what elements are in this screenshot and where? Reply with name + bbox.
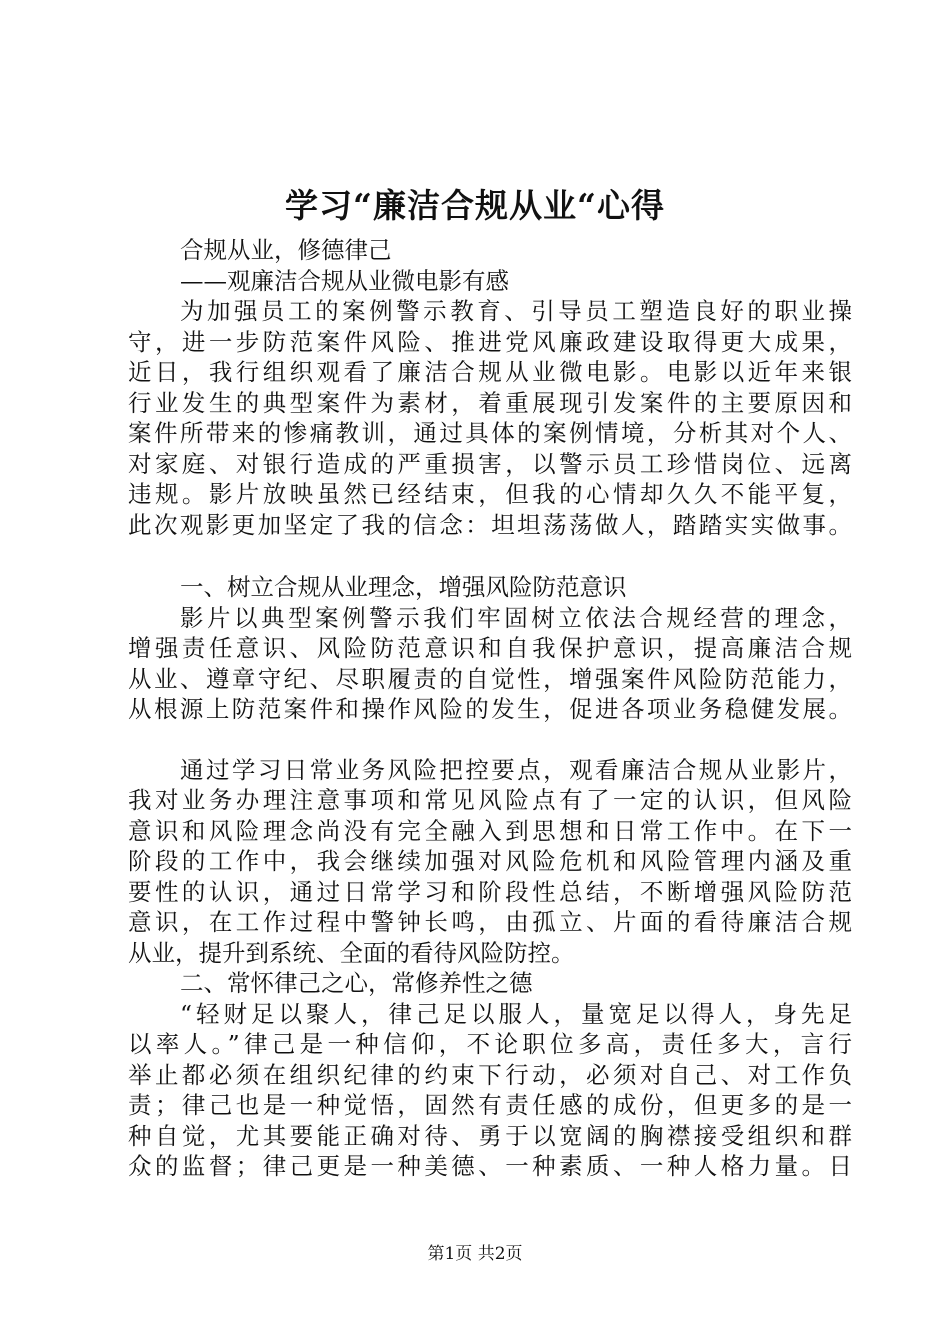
text-line: 阶段的工作中，我会继续加强对风险危机和风险管理内涵及重 bbox=[128, 847, 852, 875]
text-line: 为加强员工的案例警示教育、引导员工塑造良好的职业操 bbox=[180, 297, 852, 325]
text-line: 案件所带来的惨痛教训，通过具体的案例情境，分析其对个人、 bbox=[128, 419, 852, 447]
text-line: 种自觉，尤其要能正确对待、勇于以宽阔的胸襟接受组织和群 bbox=[128, 1121, 852, 1150]
text-line: 二、常怀律己之心，常修养性之德 bbox=[180, 969, 533, 997]
page-footer: 第1页 共2页 bbox=[427, 1244, 523, 1264]
text-line: “轻财足以聚人，律己足以服人，量宽足以得人，身先足 bbox=[180, 999, 852, 1028]
text-line: 守，进一步防范案件风险、推进党风廉政建设取得更大成果， bbox=[128, 327, 852, 356]
text-line: 一、树立合规从业理念，增强风险防范意识 bbox=[180, 573, 627, 601]
text-line: 合规从业，修德律己 bbox=[180, 236, 392, 264]
text-line: 意识和风险理念尚没有完全融入到思想和日常工作中。在下一 bbox=[128, 816, 852, 845]
text-line: 从根源上防范案件和操作风险的发生，促进各项业务稳健发展。 bbox=[128, 695, 852, 723]
text-line: 通过学习日常业务风险把控要点，观看廉洁合规从业影片， bbox=[180, 755, 852, 784]
text-line: ——观廉洁合规从业微电影有感 bbox=[180, 266, 509, 295]
paragraph-gap bbox=[128, 540, 852, 572]
paragraph-gap bbox=[128, 725, 852, 755]
text-line: 意识，在工作过程中警钟长鸣，由孤立、片面的看待廉洁合规 bbox=[128, 908, 852, 936]
text-line: 近日，我行组织观看了廉洁合规从业微电影。电影以近年来银 bbox=[128, 358, 852, 386]
text-line: 此次观影更加坚定了我的信念：坦坦荡荡做人，踏踏实实做事。 bbox=[128, 510, 852, 539]
text-line: 行业发生的典型案件为素材，着重展现引发案件的主要原因和 bbox=[128, 388, 852, 417]
document-title: 学习“廉洁合规从业“心得 bbox=[285, 186, 665, 225]
text-line: 影片以典型案例警示我们牢固树立依法合规经营的理念， bbox=[180, 603, 852, 632]
text-line: 从业、遵章守纪、尽职履责的自觉性，增强案件风险防范能力， bbox=[128, 664, 852, 693]
text-line: 以率人。”律己是一种信仰，不论职位多高，责任多大，言行 bbox=[128, 1030, 852, 1058]
text-line: 从业，提升到系统、全面的看待风险防控。 bbox=[128, 938, 575, 967]
text-line: 我对业务办理注意事项和常见风险点有了一定的认识，但风险 bbox=[128, 786, 852, 814]
text-line: 举止都必须在组织纪律的约束下行动，必须对自己、对工作负 bbox=[128, 1060, 852, 1089]
text-line: 要性的认识，通过日常学习和阶段性总结，不断增强风险防范 bbox=[128, 877, 852, 906]
text-line: 众的监督；律己更是一种美德、一种素质、一种人格力量。日 bbox=[128, 1152, 852, 1180]
text-line: 违规。影片放映虽然已经结束，但我的心情却久久不能平复， bbox=[128, 480, 852, 508]
text-line: 增强责任意识、风险防范意识和自我保护意识，提高廉洁合规 bbox=[128, 634, 852, 662]
document-body bbox=[128, 235, 852, 1182]
text-line: 责；律己也是一种觉悟，固然有责任感的成份，但更多的是一 bbox=[128, 1091, 852, 1119]
text-line: 对家庭、对银行造成的严重损害，以警示员工珍惜岗位、远离 bbox=[128, 449, 852, 478]
